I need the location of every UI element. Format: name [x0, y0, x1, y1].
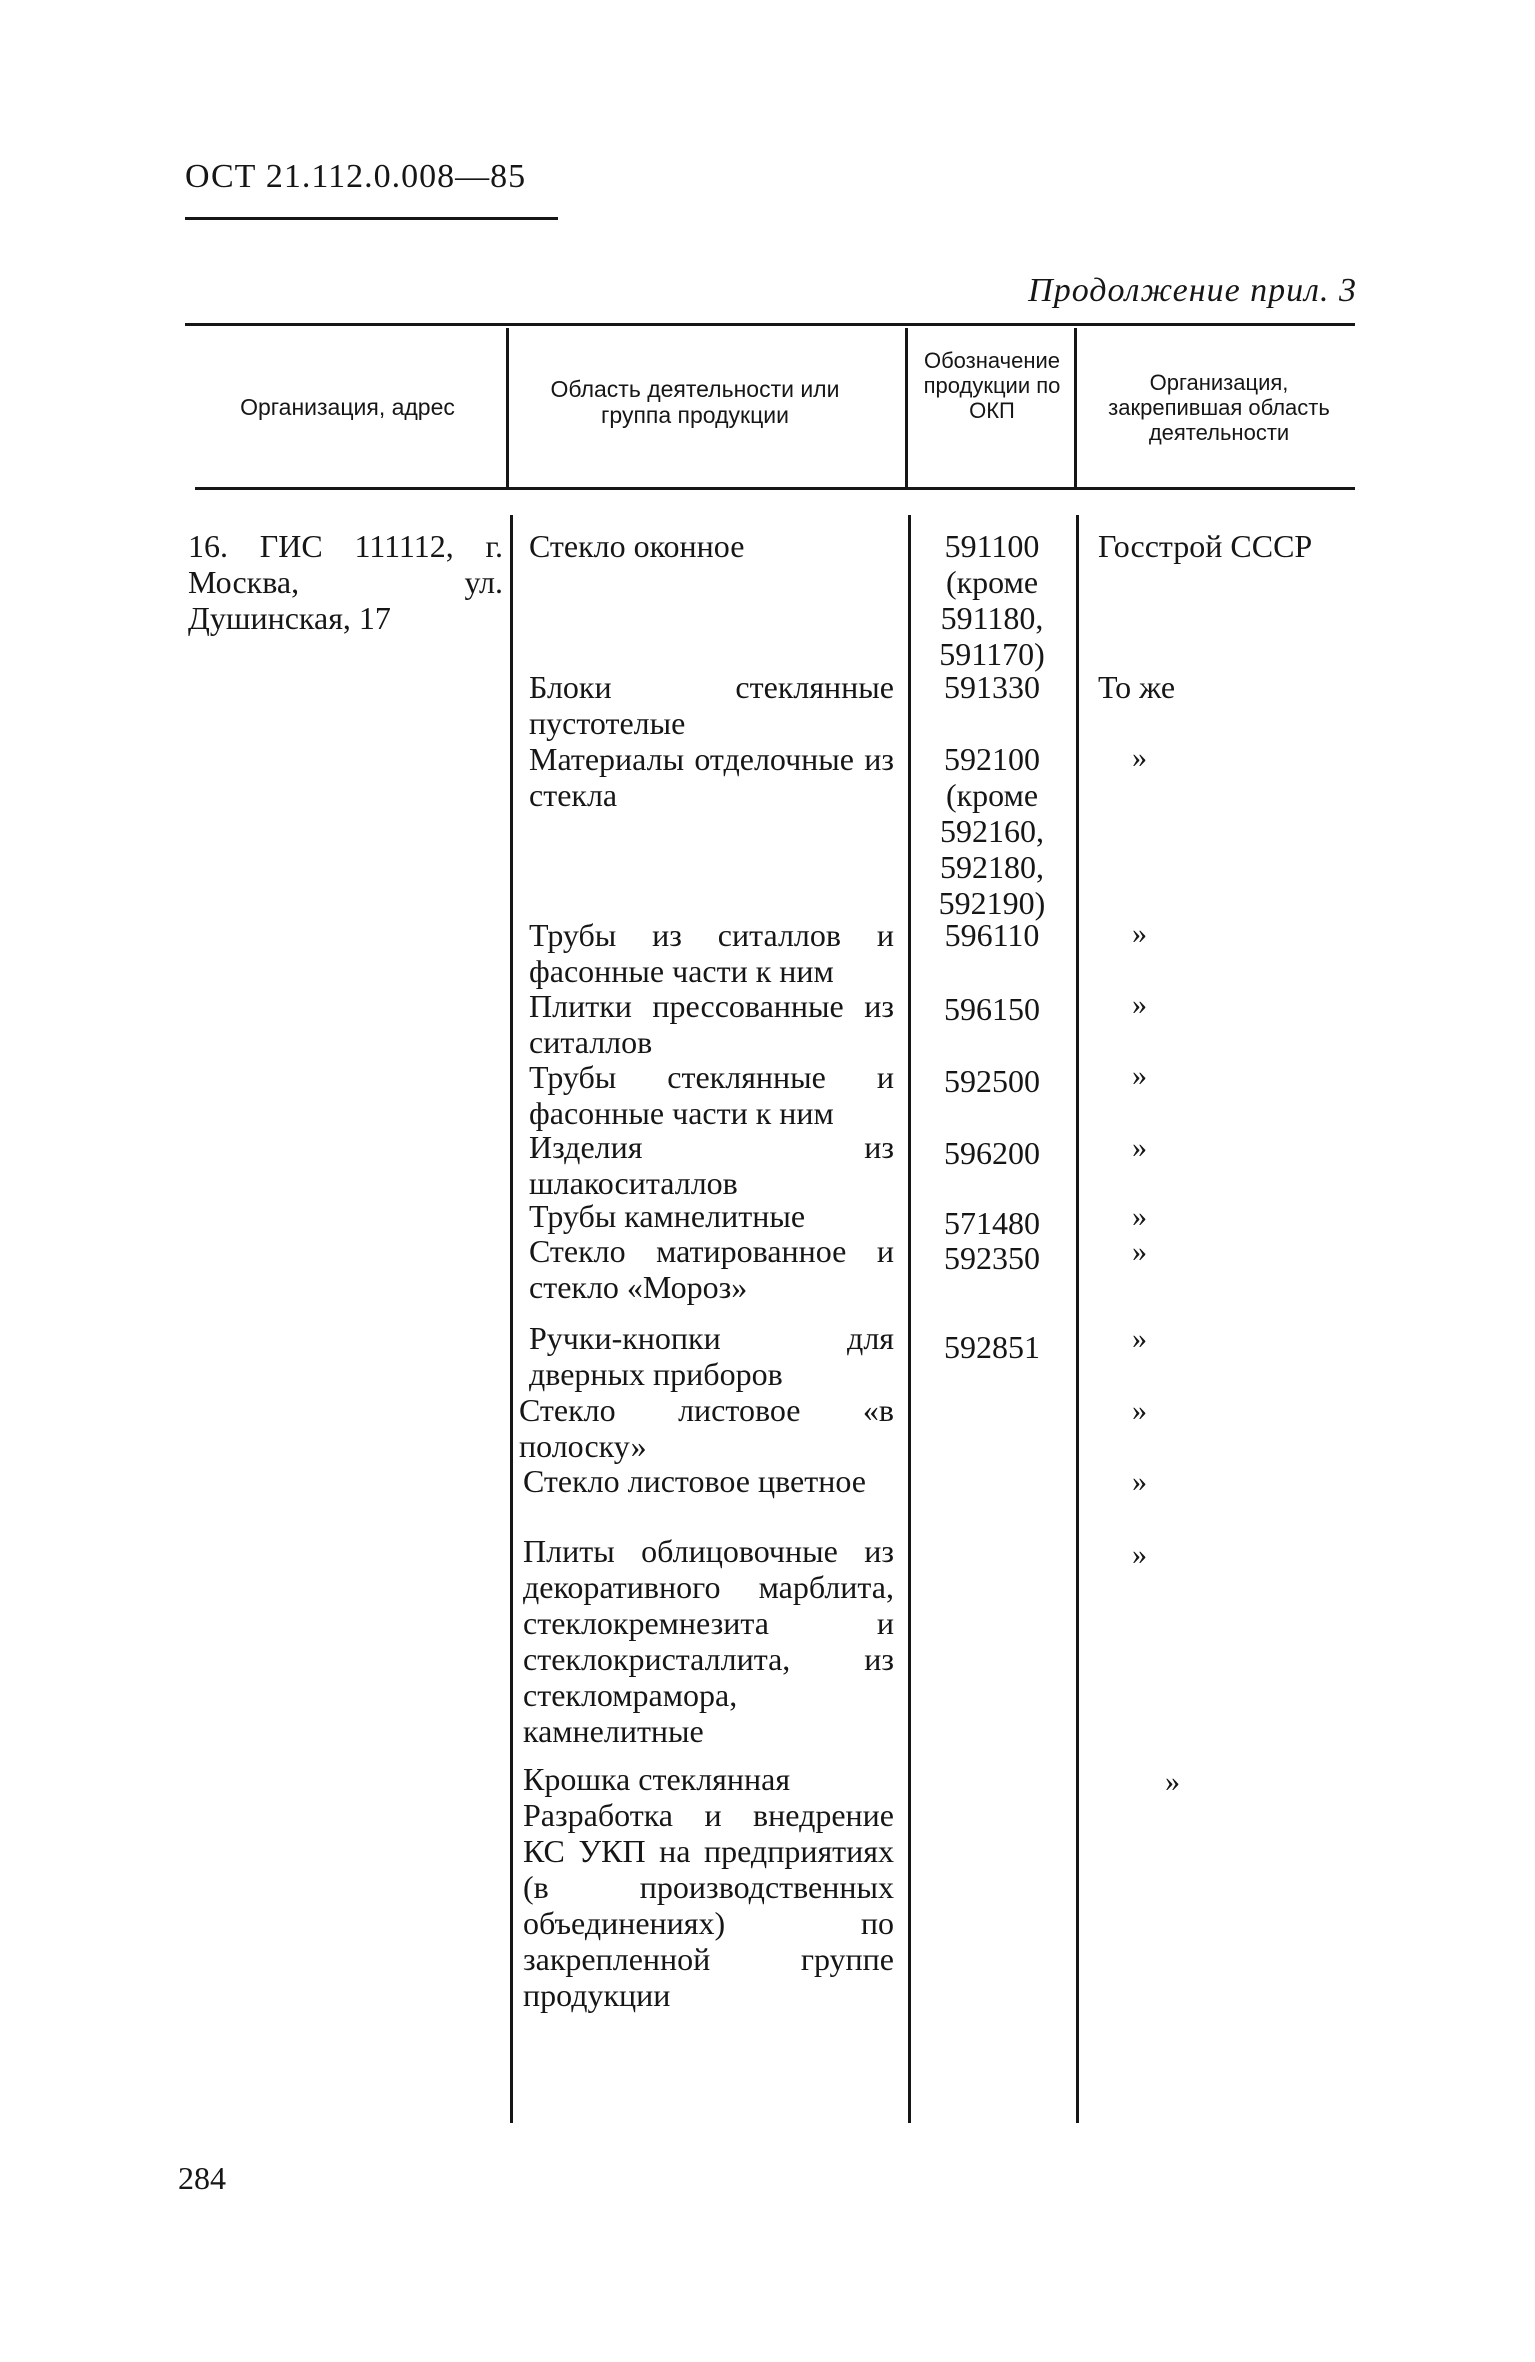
column-divider-2-body — [908, 515, 911, 2123]
table-top-rule — [185, 323, 1355, 326]
continuation-label: Продолжение прил. 3 — [1028, 272, 1357, 309]
product-1: Стекло оконное — [529, 528, 745, 564]
column-divider-3-body — [1076, 515, 1079, 2123]
column-divider-3 — [1074, 328, 1077, 488]
assigning-org-2: То же — [1098, 669, 1176, 705]
column-divider-1-body — [510, 515, 513, 2123]
ditto-mark-6: » — [1132, 1059, 1147, 1092]
ditto-mark-14: » — [1165, 1765, 1180, 1798]
product-9: Стекло матированное и стекло «Мороз» — [529, 1233, 894, 1305]
product-15: Разработка и внедрение КС УКП на предприятиях (в производственных объединениях) по закрепленной группе продукции — [523, 1797, 894, 2013]
product-4: Трубы из ситаллов и фасонные части к ним — [529, 917, 894, 989]
assigning-org-1: Госстрой СССР — [1098, 528, 1313, 564]
okp-code-2: 591330 — [944, 669, 1040, 705]
ditto-mark-11: » — [1132, 1394, 1147, 1427]
header-assigning-org: Организация, закрепившая область деятельности — [1108, 370, 1330, 445]
product-12: Стекло листовое цветное — [523, 1463, 866, 1499]
product-3: Материалы отделочные из стекла — [529, 741, 894, 813]
product-6: Трубы стеклянные и фасонные части к ним — [529, 1059, 894, 1131]
ditto-mark-10: » — [1132, 1322, 1147, 1355]
column-divider-2 — [905, 328, 908, 488]
ditto-mark-5: » — [1132, 988, 1147, 1021]
header-organization: Организация, адрес — [240, 394, 455, 420]
organization-entry: 16. ГИС 111112, г. Москва, ул. Душинская, 17 — [188, 528, 503, 636]
ditto-mark-4: » — [1132, 917, 1147, 950]
ditto-mark-12: » — [1132, 1465, 1147, 1498]
header-okp-code: Обозначение продукции по ОКП — [923, 348, 1061, 423]
product-7: Изделия из шлакоситаллов — [529, 1129, 894, 1201]
ditto-mark-8: » — [1132, 1200, 1147, 1233]
product-11: Стекло листовое «в полоску» — [519, 1392, 894, 1464]
okp-code-9: 592350 — [944, 1240, 1040, 1276]
okp-code-3: 592100 (кроме 592160, 592180, 592190) — [938, 741, 1046, 921]
product-2: Блоки стеклянные пустотелые — [529, 669, 894, 741]
ditto-mark-13: » — [1132, 1538, 1147, 1571]
okp-code-10: 592851 — [944, 1329, 1040, 1365]
document-code-underline — [185, 217, 558, 220]
okp-code-5: 596150 — [944, 991, 1040, 1027]
okp-code-4: 596110 — [944, 917, 1040, 953]
header-activity-area: Область деятельности или группа продукции — [550, 376, 840, 428]
product-10: Ручки-кнопки для дверных приборов — [529, 1320, 894, 1392]
table-header-rule — [195, 487, 1355, 490]
ditto-mark-9: » — [1132, 1235, 1147, 1268]
okp-code-8: 571480 — [944, 1205, 1040, 1241]
product-14: Крошка стеклянная — [523, 1761, 791, 1797]
product-5: Плитки прессованные из ситаллов — [529, 988, 894, 1060]
okp-code-7: 596200 — [944, 1135, 1040, 1171]
product-13: Плиты облицовочные из декоративного марблита, стеклокремнезита и стеклокристаллита, из стекломрамора, камнелитные — [523, 1533, 894, 1749]
page-number: 284 — [178, 2160, 226, 2196]
product-8: Трубы камнелитные — [529, 1198, 806, 1234]
okp-code-1: 591100 (кроме 591180, 591170) — [939, 528, 1045, 672]
document-code: ОСТ 21.112.0.008—85 — [185, 158, 527, 195]
column-divider-1 — [506, 328, 509, 488]
ditto-mark-3: » — [1132, 741, 1147, 774]
okp-code-6: 592500 — [944, 1063, 1040, 1099]
ditto-mark-7: » — [1132, 1131, 1147, 1164]
